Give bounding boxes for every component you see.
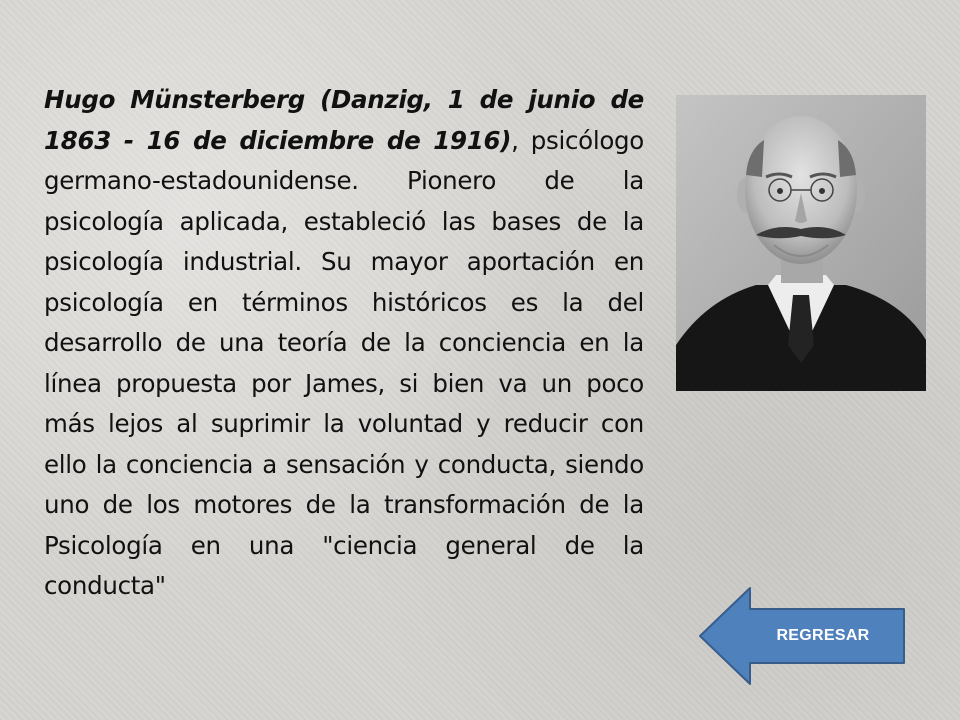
biography-body: , psicólogo germano-estadounidense. Pionero de la psicología aplicada, estableció las bases de la psicología industrial. Su mayor aportación en psicología en términos históricos es la del desarrollo de una teoría de la conciencia en la línea propuesta por James, si bien va un poco más lejos al suprimir la voluntad y reducir con ello la conciencia a sensación y conducta, siendo uno de los motores de la transformación de la Psicología en una "ciencia general de la conducta": [44, 125, 644, 600]
portrait-photo: [676, 95, 926, 391]
back-button-label: REGRESAR: [776, 627, 870, 644]
biography-text: [44, 80, 644, 607]
back-button[interactable]: [698, 585, 906, 687]
biography-heading: Hugo Münsterberg (Danzig, 1 de junio de 1863 - 16 de diciembre de 1916): [44, 85, 644, 155]
